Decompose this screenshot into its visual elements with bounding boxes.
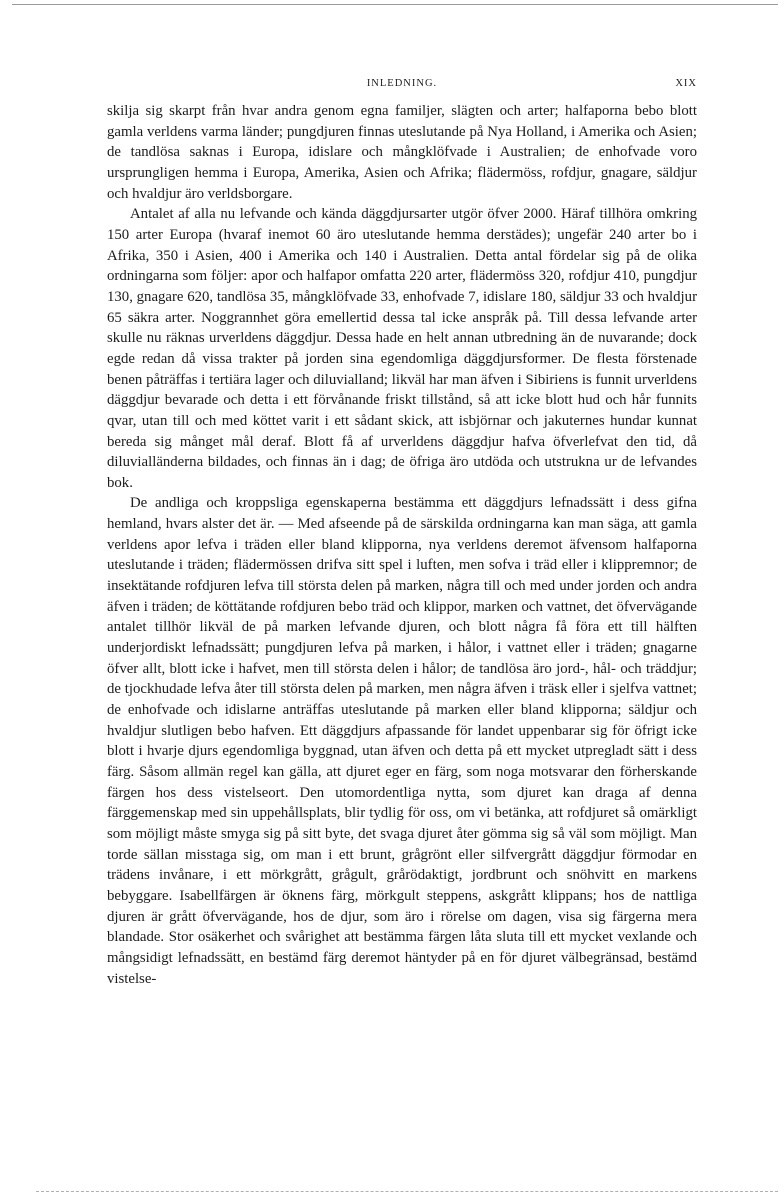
- running-title: INLEDNING.: [366, 78, 438, 89]
- paragraph-1: skilja sig skarpt från hvar andra genom egna familjer, slägten och arter; halfaporna bebo blott gamla verldens varma länder; pungdjuren finnas uteslutande på Nya Holland, i Amerika och Asien; de tandlösa saknas i Europa, idislare och mångklöfvade i Australien; de enhofvade voro ursprungligen hemma i Europa, Amerika, Asien och Afrika; flädermöss, rofdjur, gnagare, säldjur och hvaldjur äro verldsborgare.: [107, 103, 697, 202]
- top-rule: [12, 4, 778, 5]
- bottom-rule: [36, 1191, 778, 1192]
- running-head: [107, 78, 697, 94]
- body-text: [107, 101, 697, 989]
- page-number: XIX: [675, 78, 697, 89]
- paragraph-2: Antalet af alla nu lefvande och kända däggdjursarter utgör öfver 2000. Häraf tillhöra omkring 150 arter Europa (hvaraf inemot 60 äro uteslutande hemma derstädes); ungefär 240 arter bo i Afrika, 350 i Asien, 400 i Amerika och 140 i Australien. Detta antal fördelar sig på de olika ordningarna som följer: apor och halfapor omfatta 220 arter, flädermöss 320, rofdjur 410, pungdjur 130, gnagare 620, tandlösa 35, mångklöfvade 33, enhofvade 7, idislare 180, säldjur 33 och hvaldjur 65 säkra arter. Noggrannhet göra emellertid dessa tal icke anspråk på. Till dessa lefvande arter skulle nu räknas urverldens däggdjur. Dessa hade en helt annan utbredning än de nuvarande; dock egde redan då vissa trakter på jorden sina egendomliga däggdjursformer. De flesta förstenade benen påträffas i tertiära lager och diluvialland; likväl har man äfven i Sibiriens is funnit urverldens däggdjur bevarade och detta i ett förvånande friskt tillstånd, så att icke blott hud och hår funnits qvar, utan till och med köttet varit i ett sådant skick, att isbjörnar och jakuternes hundar kunnat bereda sig månget mål deraf. Blott få af urverldens däggdjur hafva öfverlefvat den tid, då diluvialländerna bildades, och finnas än i dag; de öfriga äro utdöda och utstrukna ur de lefvandes bok.: [107, 206, 697, 491]
- paragraph-3: De andliga och kroppsliga egenskaperna bestämma ett däggdjurs lefnadssätt i dess gifna hemland, hvars alster det är. — Med afseende på de särskilda ordningarna kan man säga, att gamla verldens apor lefva i träden eller bland klipporna, nya verldens deremot äfvensom halfaporna uteslutande i träden; flädermössen drifva sitt spel i luften, men sofva i träd eller i klippremnor; de insektätande rofdjuren lefva till största delen på marken, några till och med under jorden och andra äfven i träden; de köttätande rofdjuren bebo träd och klippor, marken och vattnet, det öfvervägande antalet tillhör likväl de på marken lefvande djuren, och blott några få föra ett till hälften underjordiskt lefnadssätt; pungdjuren lefva på marken, i hålor, i vattnet eller i träden; gnagarne öfver allt, blott icke i hafvet, men till största delen i hålor; de tandlösa äro jord-, hål- och träddjur; de tjockhudade lefva åter till största delen på marken, men några äfven i träsk eller i sjelfva vattnet; de enhofvade och idislarne anträffas uteslutande på marken eller bland klipporna; säldjur och hvaldjur slutligen bebo hafven. Ett däggdjurs afpassande för landet uppenbarar sig för öfrigt icke blott i hvarje djurs egendomliga byggnad, utan äfven och detta på ett mycket utpregladt sätt i dess färg. Såsom allmän regel kan gälla, att djuret eger en färg, som noga motsvarar den förherskande färgen hos dess vistelseort. Den utomordentliga nytta, som djuret kan draga af denna färggemenskap med sin uppehållsplats, blir tydlig för oss, om vi betänka, att rofdjuret så omärkligt som möjligt måste smyga sig på sitt byte, det svaga djuret åter gömma sig så väl som möjligt. Man torde sällan misstaga sig, om man i ett brunt, grågrönt eller silfvergrått däggdjur förmodar en trädens invånare, i ett mörkgrått, grågult, grårödaktigt, jordbrunt och snöhvitt en markens bebyggare. Isabellfärgen är öknens färg, mörkgult steppens, askgrått klippans; hos de nattliga djuren är grått öfvervägande, hos de djur, som äro i rörelse om dagen, visa sig färgerna mera blandade. Stor osäkerhet och svårighet att bestämma färgen låta sluta till ett mycket vexlande och mångsidigt lefnadssätt, en bestämd färg deremot häntyder på en för djuret välbegränsad, bestämd vistelse-: [107, 495, 697, 987]
